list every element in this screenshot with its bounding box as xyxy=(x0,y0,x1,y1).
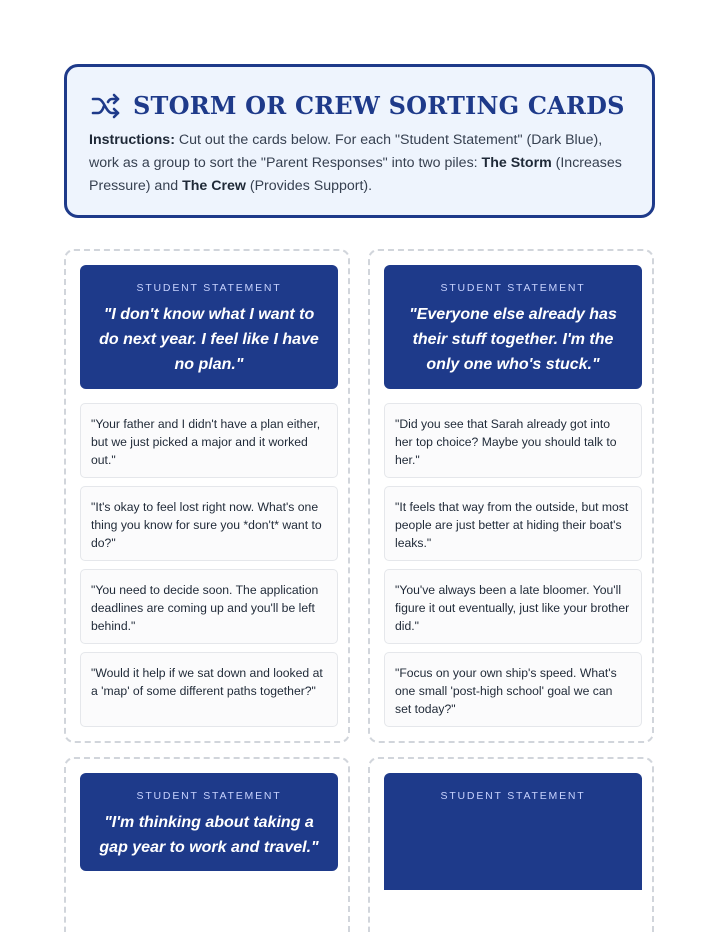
parent-response-card: "Did you see that Sarah already got into her top choice? Maybe you should talk to her." xyxy=(384,403,642,478)
parent-response-card: "It feels that way from the outside, but most people are just better at hiding their boat's leaks." xyxy=(384,486,642,561)
parent-response-card: "It's okay to feel lost right now. What's one thing you know for sure you *don't* want to do?" xyxy=(80,486,338,561)
student-statement-card xyxy=(80,265,338,389)
instructions-part-2: (Increases Pressure) and xyxy=(89,155,622,194)
crew-label: The Crew xyxy=(182,178,246,194)
instructions-panel xyxy=(64,64,655,218)
instructions-part-1: Cut out the cards below. For each "Student Statement" (Dark Blue), work as a group to sort the "Parent Responses" into two piles: xyxy=(89,132,603,171)
statement-label: STUDENT STATEMENT xyxy=(440,282,586,294)
student-statement-card xyxy=(384,773,642,890)
student-statement-card xyxy=(80,773,338,871)
parent-response-card: "You need to decide soon. The application deadlines are coming up and you'll be left behind." xyxy=(80,569,338,644)
statement-label: STUDENT STATEMENT xyxy=(136,790,282,802)
title-row xyxy=(91,91,625,120)
statement-text: "Everyone else already has their stuff together. I'm the only one who's stuck." xyxy=(409,306,617,373)
card-group-3 xyxy=(64,757,350,932)
shuffle-icon xyxy=(91,93,121,119)
card-group-4 xyxy=(368,757,654,932)
parent-response-card: "Would it help if we sat down and looked at a 'map' of some different paths together?" xyxy=(80,652,338,727)
parent-response-card: "Your father and I didn't have a plan either, but we just picked a major and it worked out." xyxy=(80,403,338,478)
statement-text: "I don't know what I want to do next year. I feel like I have no plan." xyxy=(99,306,319,373)
instructions-lead: Instructions: xyxy=(89,132,175,148)
statement-label: STUDENT STATEMENT xyxy=(440,790,586,802)
statement-text: "I'm thinking about taking a gap year to work and travel." xyxy=(99,814,319,856)
card-group-2 xyxy=(368,249,654,743)
card-group-1 xyxy=(64,249,350,743)
storm-label: The Storm xyxy=(481,155,552,171)
instructions-part-3: (Provides Support). xyxy=(245,178,373,194)
statement-label: STUDENT STATEMENT xyxy=(136,282,282,294)
parent-response-card: "You've always been a late bloomer. You'll figure it out eventually, just like your brother did." xyxy=(384,569,642,644)
instructions-text xyxy=(89,129,634,198)
parent-response-card: "Focus on your own ship's speed. What's one small 'post-high school' goal we can set today?" xyxy=(384,652,642,727)
page-title: STORM OR CREW SORTING CARDS xyxy=(133,91,625,120)
student-statement-card xyxy=(384,265,642,389)
